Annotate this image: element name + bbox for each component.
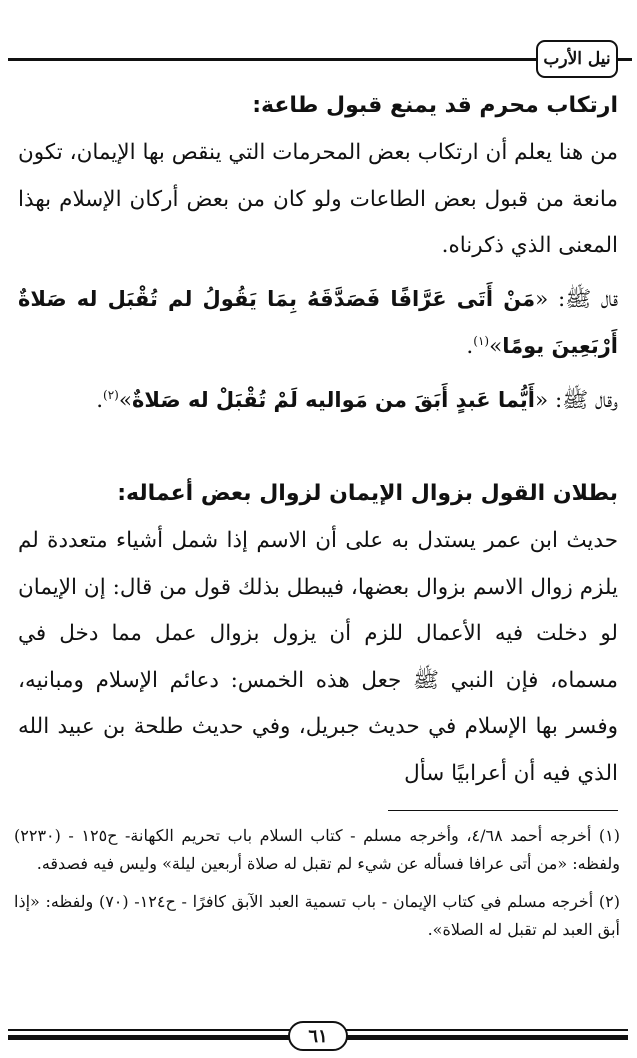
section-paragraph: حديث ابن عمر يستدل به على أن الاسم إذا شمل أشياء متعددة لم يلزم زوال الاسم بزوال بعضها، فيبطل بذلك قول من قال: إن الإيمان لو دخلت فيه الأعمال للزم أن يزول بزوال عمل مما دخل في مسماه، فإن النبي ﷺ جعل هذه الخمس: دعائم الإسلام ومبانيه، وفسر بها الإسلام في حديث جبريل، وفي حديث طلحة بن عبيد الله الذي فيه أن أعرابيًا سأل: [18, 528, 618, 786]
footnote-separator: [388, 810, 618, 811]
section-heading: بطلان القول بزوال الإيمان لزوال بعض أعماله:: [117, 481, 618, 506]
footnote-ref: (٢): [103, 387, 119, 402]
section-paragraph: من هنا يعلم أن ارتكاب بعض المحرمات التي ينقص بها الإيمان، تكون مانعة من قبول بعض الطاعات ولو كان من بعض أركان الإسلام بهذا المعنى الذي ذكرناه.: [18, 140, 618, 258]
header-rule-end: [618, 58, 632, 61]
hadith-close: »: [118, 387, 133, 413]
hadith-intro: وقال ﷺ: «: [535, 387, 618, 413]
footnote: (١) أخرجه أحمد ٤/٦٨، وأخرجه مسلم - كتاب السلام باب تحريم الكهانة- ح١٢٥ - (٢٢٣٠) ولفظه: «من أتى عرافا فسأله عن شيء لم تقبل له صلاة أربعين ليلة» وليس فيه فصدقه.: [14, 826, 620, 873]
section-forbidden-act: [18, 88, 618, 424]
running-header-title: نيل الأرب: [536, 40, 618, 78]
hadith-intro: قال ﷺ: «: [535, 286, 618, 312]
section-faith-deeds: [18, 476, 618, 797]
header-rule: [8, 58, 536, 61]
footnote-ref: (١): [473, 333, 490, 348]
footnotes: [14, 822, 620, 954]
hadith-text: مَنْ أَتَى عَرَّافًا فَصَدَّقَهُ بِمَا يَقُولُ لم تُقْبَل له صَلاةٌ أَرْبَعِينَ يومًا: [18, 286, 618, 358]
page-number: ٦١: [288, 1021, 348, 1051]
section-heading: ارتكاب محرم قد يمنع قبول طاعة:: [252, 93, 618, 118]
hadith-close: »: [489, 334, 503, 359]
hadith-text: أَيُّما عَبدٍ أَبَقَ من مَواليه لَمْ تُقْبَلْ له صَلاةٌ: [132, 387, 535, 412]
hadith-end: .: [96, 387, 104, 413]
hadith-end: .: [466, 334, 474, 359]
hadith-quote: [18, 377, 618, 425]
hadith-quote: [18, 276, 618, 371]
footnote: (٢) أخرجه مسلم في كتاب الإيمان - باب تسمية العبد الآبق كافرًا - ح١٢٤- (٧٠) ولفظه: «إذا أبق العبد لم تقبل له الصلاة».: [14, 892, 620, 939]
